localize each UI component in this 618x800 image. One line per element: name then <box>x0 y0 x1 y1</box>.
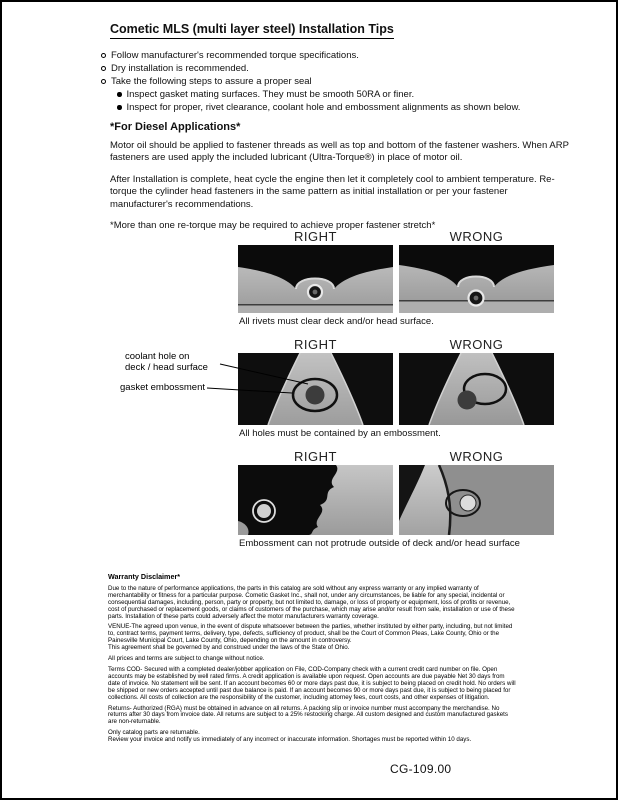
diagram3-labels <box>238 449 554 465</box>
diesel-note: *More than one re-torque may be required to achieve proper fastener stretch* <box>110 220 436 231</box>
catalog-page-code: CG-109.00 <box>390 762 452 776</box>
tip-text: Dry installation is recommended. <box>111 63 249 74</box>
coolant-hole-right-photo <box>238 353 393 425</box>
tip-item <box>101 62 571 75</box>
coolant-hole-annotation-line1: coolant hole on <box>125 351 190 362</box>
tip-item <box>101 49 571 62</box>
sub-tip-item <box>117 88 571 101</box>
warranty-disclaimer-heading: Warranty Disclaimer* <box>108 572 181 581</box>
disclaimer-paragraph: This agreement shall be governed by and construed under the laws of the State of Ohio. <box>108 644 350 652</box>
diesel-heading: *For Diesel Applications* <box>110 121 241 133</box>
diesel-paragraph: After Installation is complete, heat cycle the engine then let it completely cool to ambient temperature. Re-torque the cylinder head fasteners in the same pattern as initial installation or per your fastener manufacturer's recommendations. <box>110 173 555 210</box>
sub-tip-text: Inspect for proper, rivet clearance, coolant hole and embossment alignments as shown below. <box>126 102 521 113</box>
warranty-disclaimer-section <box>108 574 518 748</box>
circle-bullet-icon <box>101 53 106 58</box>
right-label: RIGHT <box>294 229 337 244</box>
disclaimer-paragraph: Only catalog parts are returnable. <box>108 729 200 737</box>
rivet-right-photo <box>238 245 393 313</box>
coolant-hole-annotation <box>125 351 235 373</box>
dot-bullet-icon <box>117 105 122 110</box>
coolant-hole-wrong-photo <box>399 353 554 425</box>
diagram2-caption: All holes must be contained by an embossment. <box>239 428 441 439</box>
disclaimer-paragraph: VENUE-The agreed upon venue, in the event of dispute whatsoever between the parties, whether instituted by either party, including, but not limited to, contract terms, payment terms, delivery, type, defects, sufficiency of product, shall be the Court of Common Pleas, Lake County, Ohio or the Painesville Municipal Court, Lake County, Ohio, depending on the amount in controversy. <box>108 623 513 645</box>
page-title-text: Cometic MLS (multi layer steel) Installation Tips <box>110 22 394 39</box>
sub-tips <box>101 88 571 114</box>
installation-tips-list <box>101 49 571 114</box>
diagram3-row <box>238 465 554 535</box>
diagram1-row <box>238 245 554 313</box>
coolant-hole-annotation-line2: deck / head surface <box>125 362 208 373</box>
disclaimer-paragraph: All prices and terms are subject to change without notice. <box>108 655 265 663</box>
sub-tip-text: Inspect gasket mating surfaces. They must be smooth 50RA or finer. <box>126 89 415 100</box>
embossment-wrong-photo <box>399 465 554 535</box>
diesel-paragraph: Motor oil should be applied to fastener threads as well as top and bottom of the fastener washers. When ARP fasteners are used apply the included lubricant (Ultra-Torque®) in place of motor oil. <box>110 139 569 163</box>
rivet-wrong-photo <box>399 245 554 313</box>
embossment-right-photo <box>238 465 393 535</box>
right-label: RIGHT <box>294 337 337 352</box>
disclaimer-paragraph: Due to the nature of performance applications, the parts in this catalog are sold without any express warranty or any implied warranty of merchantability or fitness for a particular purpose. Cometic Gasket Inc., shall not, under any circumstances, be liable for any special, incidental or consequential damages, including, person, party or property, but not limited to, damage, or loss of property or equipment, loss of profits or revenue, cost of purchased or replacement goods, or claims of customers of the purchase, which may arise and/or result from sale, installation or use of these parts. Installation of these parts could adversely affect the motor manufacturers warranty coverage. <box>108 584 515 620</box>
gasket-embossment-annotation: gasket embossment <box>120 382 206 393</box>
diagram1-caption: All rivets must clear deck and/or head surface. <box>239 316 434 327</box>
disclaimer-paragraph: Returns- Authorized (RGA) must be obtained in advance on all returns. A packing slip or invoice number must accompany the merchandise. No returns after 30 days from invoice date. All returns are subject to a 25% restocking charge. All custom designed and custom manufactured gaskets are non-returnable. <box>108 704 508 726</box>
diagram1-labels <box>238 229 554 245</box>
sub-tips-list <box>117 88 571 114</box>
right-label: RIGHT <box>294 449 337 464</box>
diagram2-row <box>238 353 554 425</box>
tip-text: Take the following steps to assure a proper seal <box>111 76 312 87</box>
tip-text: Follow manufacturer's recommended torque specifications. <box>111 50 359 61</box>
diagram2-labels <box>238 337 554 353</box>
dot-bullet-icon <box>117 92 122 97</box>
disclaimer-paragraph: Review your invoice and notify us immediately of any incorrect or inaccurate information. Shortages must be reported within 10 days. <box>108 736 472 744</box>
wrong-label: WRONG <box>449 229 504 244</box>
diagram3-caption: Embossment can not protrude outside of deck and/or head surface <box>239 538 520 549</box>
wrong-label: WRONG <box>449 337 504 352</box>
right-wrong-diagrams <box>238 229 554 559</box>
circle-bullet-icon <box>101 79 106 84</box>
sub-tip-item <box>117 101 571 114</box>
page-title <box>110 22 394 36</box>
diesel-applications-section <box>110 121 572 242</box>
circle-bullet-icon <box>101 66 106 71</box>
tip-item <box>101 75 571 88</box>
disclaimer-paragraph: Terms COD- Secured with a completed dealer/jobber application on File, COD-Company check with a current credit card number on file. Open accounts may be established by well rated firms. A credit application is available upon request. Open accounts are due payable Net 30 days from date of invoice. No statement will be sent. If an account becomes 60 or more days past due, it is subject to being placed on credit hold. No orders will be shipped or new orders accepted until past due balance is paid. If an account becomes 90 or more days past due, it is subject to being placed for collections. All costs of collection are the responsibility of the customer, including attorney fees, court costs, and other expenses of litigation. <box>108 665 516 701</box>
wrong-label: WRONG <box>449 449 504 464</box>
